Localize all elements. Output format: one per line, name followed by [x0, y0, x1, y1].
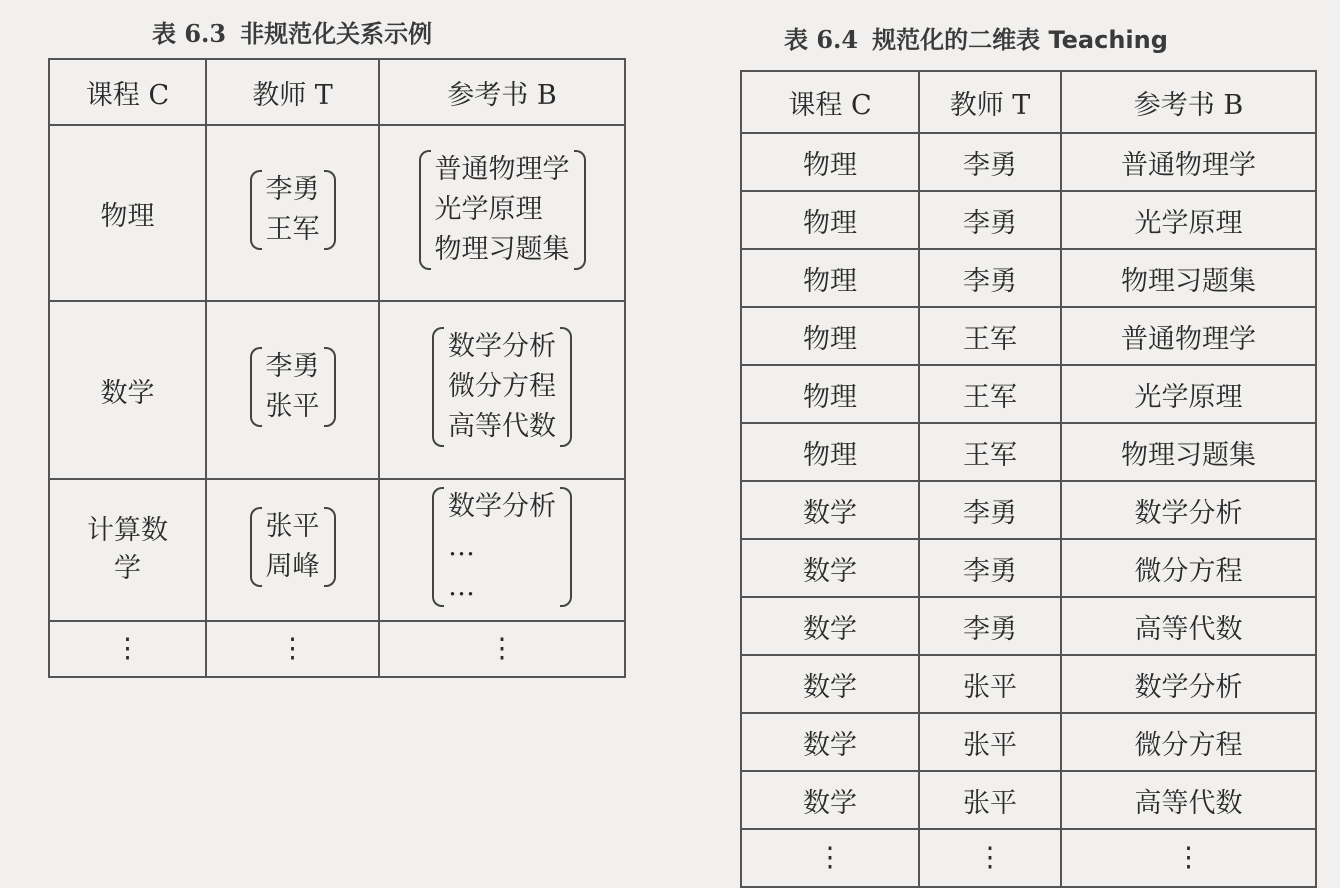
table-row	[741, 481, 1316, 539]
course-cell: 物理	[49, 125, 206, 301]
course-cell: 数学	[741, 655, 919, 713]
teacher-cell: 张平	[919, 771, 1061, 829]
table-row	[741, 539, 1316, 597]
teacher-cell: 王军	[919, 365, 1061, 423]
table-header-row	[741, 71, 1316, 133]
book-title: 普通物理学	[434, 153, 570, 185]
book-cell: 数学分析	[1061, 655, 1316, 713]
right-brace-icon	[560, 327, 572, 447]
vertical-ellipsis: ⋮	[1061, 829, 1316, 887]
header-teacher: 教师 T	[206, 59, 379, 125]
course-cell: 物理	[741, 307, 919, 365]
ellipsis-row	[49, 621, 625, 677]
left-brace-icon	[432, 327, 444, 447]
book-cell	[379, 479, 625, 621]
table-row	[741, 133, 1316, 191]
table-6-3-number: 表 6.3	[152, 19, 227, 48]
table-row	[49, 301, 625, 479]
teacher-name: 李勇	[265, 173, 320, 205]
table-6-3	[48, 58, 626, 678]
vertical-ellipsis: ⋮	[741, 829, 919, 887]
left-brace-icon	[419, 150, 431, 270]
teacher-cell: 王军	[919, 423, 1061, 481]
course-cell: 物理	[741, 191, 919, 249]
table-6-4-number: 表 6.4	[784, 25, 859, 54]
table-row	[741, 249, 1316, 307]
table-row	[741, 771, 1316, 829]
table-row	[741, 365, 1316, 423]
teacher-cell: 李勇	[919, 133, 1061, 191]
course-cell: 数学	[741, 481, 919, 539]
teacher-cell: 李勇	[919, 191, 1061, 249]
book-cell: 光学原理	[1061, 191, 1316, 249]
table-header-row	[49, 59, 625, 125]
header-course: 课程 C	[49, 59, 206, 125]
book-cell: 微分方程	[1061, 713, 1316, 771]
course-cell: 物理	[741, 249, 919, 307]
table-row	[49, 479, 625, 621]
book-cell: 普通物理学	[1061, 133, 1316, 191]
table-6-3-title: 非规范化关系示例	[240, 20, 433, 48]
ellipsis-row	[741, 829, 1316, 887]
book-cell: 普通物理学	[1061, 307, 1316, 365]
right-brace-icon	[324, 507, 336, 587]
table-6-4-caption	[784, 20, 1168, 55]
teacher-cell	[206, 125, 379, 301]
left-brace-icon	[432, 487, 444, 607]
teacher-name: 李勇	[265, 350, 320, 382]
right-brace-icon	[324, 347, 336, 427]
teacher-name: 张平	[265, 390, 320, 422]
table-row	[741, 307, 1316, 365]
teacher-cell: 李勇	[919, 539, 1061, 597]
table-row	[741, 713, 1316, 771]
book-cell: 微分方程	[1061, 539, 1316, 597]
book-cell: 高等代数	[1061, 771, 1316, 829]
teacher-name: 周峰	[265, 550, 320, 582]
header-book: 参考书 B	[379, 59, 625, 125]
table-row	[741, 597, 1316, 655]
course-cell: 数学	[741, 539, 919, 597]
table-6-4	[740, 70, 1317, 888]
book-cell: 光学原理	[1061, 365, 1316, 423]
book-cell	[379, 301, 625, 479]
book-title: 数学分析	[448, 330, 556, 362]
course-cell: 数学	[741, 597, 919, 655]
vertical-ellipsis: ⋮	[49, 621, 206, 677]
book-cell: 物理习题集	[1061, 249, 1316, 307]
teacher-name: 王军	[265, 213, 320, 245]
teacher-cell: 李勇	[919, 481, 1061, 539]
right-brace-icon	[324, 170, 336, 250]
vertical-ellipsis: ⋮	[206, 621, 379, 677]
teacher-cell: 李勇	[919, 597, 1061, 655]
right-brace-icon	[574, 150, 586, 270]
teacher-cell	[206, 479, 379, 621]
course-cell: 物理	[741, 365, 919, 423]
book-cell: 物理习题集	[1061, 423, 1316, 481]
teacher-name: 张平	[265, 510, 320, 542]
left-brace-icon	[250, 507, 262, 587]
right-brace-icon	[560, 487, 572, 607]
table-6-3-caption	[152, 14, 432, 49]
vertical-ellipsis: ⋮	[919, 829, 1061, 887]
vertical-ellipsis: ⋮	[379, 621, 625, 677]
course-cell: 数学	[741, 771, 919, 829]
table-6-4-title: 规范化的二维表 Teaching	[872, 26, 1168, 54]
course-cell	[49, 479, 206, 621]
table-row	[49, 125, 625, 301]
course-cell: 物理	[741, 423, 919, 481]
teacher-cell: 王军	[919, 307, 1061, 365]
header-book: 参考书 B	[1061, 71, 1316, 133]
teacher-cell: 张平	[919, 713, 1061, 771]
book-title: 物理习题集	[434, 233, 570, 265]
course-cell: 物理	[741, 133, 919, 191]
left-brace-icon	[250, 347, 262, 427]
left-brace-icon	[250, 170, 262, 250]
book-cell: 数学分析	[1061, 481, 1316, 539]
course-name: 计算数学	[87, 515, 168, 584]
book-title: 光学原理	[434, 193, 543, 225]
course-cell: 数学	[49, 301, 206, 479]
table-row	[741, 423, 1316, 481]
teacher-cell: 张平	[919, 655, 1061, 713]
table-row	[741, 655, 1316, 713]
book-cell: 高等代数	[1061, 597, 1316, 655]
teacher-cell	[206, 301, 379, 479]
book-title: …	[448, 570, 475, 602]
course-cell: 数学	[741, 713, 919, 771]
book-title: 数学分析	[448, 490, 556, 522]
table-6-4-body	[741, 133, 1316, 829]
header-course: 课程 C	[741, 71, 919, 133]
book-title: 微分方程	[448, 370, 556, 402]
book-title: 高等代数	[448, 410, 556, 442]
header-teacher: 教师 T	[919, 71, 1061, 133]
book-title: …	[448, 530, 475, 562]
teacher-cell: 李勇	[919, 249, 1061, 307]
book-cell	[379, 125, 625, 301]
table-row	[741, 191, 1316, 249]
